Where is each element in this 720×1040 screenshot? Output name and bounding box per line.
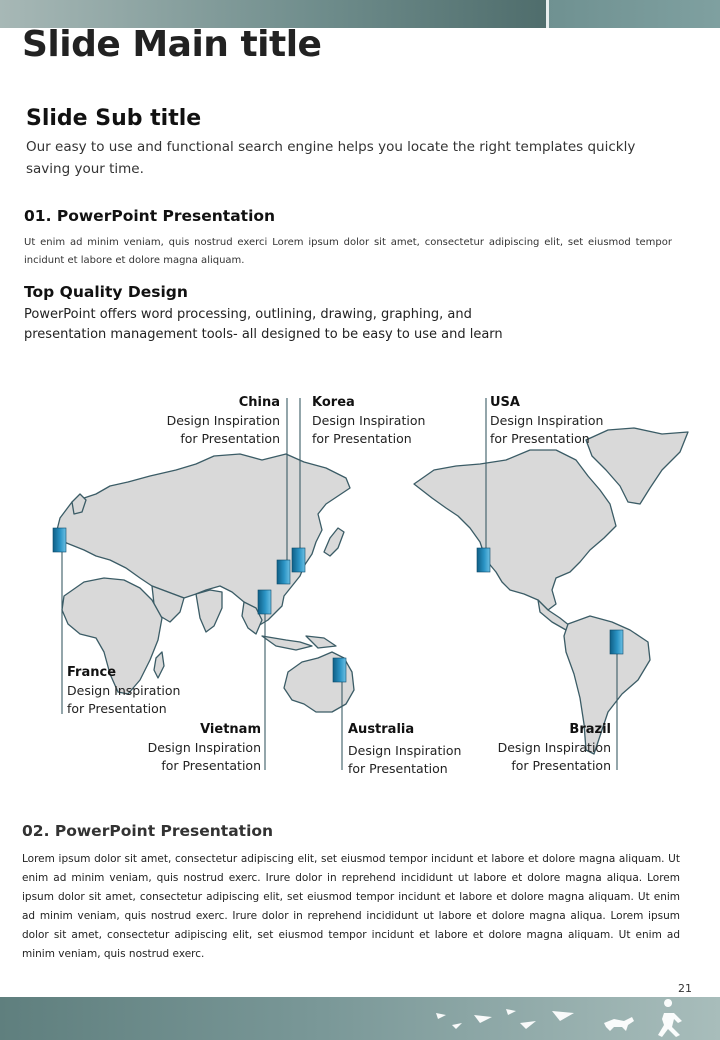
brazil-marker <box>610 630 623 654</box>
usa-marker <box>477 548 490 572</box>
paper-plane-icon <box>474 1015 492 1023</box>
location-line2: for Presentation <box>511 758 611 773</box>
location-label-korea <box>312 394 425 448</box>
location-name: China <box>238 395 280 410</box>
footer-decoration <box>0 997 720 1040</box>
top-quality-body <box>24 305 584 345</box>
location-line1: Design Inspiration <box>312 413 426 428</box>
section1-heading: 01. PowerPoint Presentation <box>24 207 276 225</box>
location-line1: Design Inspiration <box>67 683 181 698</box>
location-label-france <box>67 664 180 718</box>
paper-plane-icon <box>506 1009 516 1015</box>
india <box>196 590 222 632</box>
indonesia <box>262 636 312 650</box>
location-name: Australia <box>348 722 415 737</box>
china-marker <box>277 560 290 584</box>
location-name: USA <box>490 395 520 410</box>
location-line2: for Presentation <box>67 701 167 716</box>
location-line1: Design Inspiration <box>166 413 280 428</box>
section1-body: Ut enim ad minim veniam, quis nostrud exerci Lorem ipsum dolor sit amet, consectetur adipiscing elit, set eiusmod tempor incidunt et labore et dolore magna aliquam. <box>24 237 672 266</box>
running-dog-icon <box>604 1017 634 1031</box>
location-line2: for Presentation <box>312 431 412 446</box>
location-line1: Design Inspiration <box>147 740 261 755</box>
paper-plane-icon <box>520 1021 536 1029</box>
section2-heading: 02. PowerPoint Presentation <box>22 822 274 840</box>
location-label-china <box>167 394 280 448</box>
sub-title: Slide Sub title <box>26 106 202 131</box>
location-name: Korea <box>312 395 355 410</box>
location-name: Brazil <box>569 722 611 737</box>
paper-plane-icon <box>436 1013 446 1019</box>
running-person-icon <box>658 999 682 1037</box>
location-line2: for Presentation <box>348 761 448 776</box>
bottom-banner <box>0 997 720 1040</box>
paper-plane-icon <box>552 1011 574 1021</box>
sub-title-description: Our easy to use and functional search engine helps you locate the right templates quickly saving your time. <box>26 139 636 177</box>
france-marker <box>53 528 66 552</box>
location-line1: Design Inspiration <box>348 743 462 758</box>
location-line1: Design Inspiration <box>497 740 611 755</box>
japan <box>324 528 344 556</box>
location-line2: for Presentation <box>180 431 280 446</box>
location-label-usa <box>490 394 603 448</box>
top-quality-line-2: presentation management tools- all designed to be easy to use and learn <box>24 327 503 342</box>
location-line2: for Presentation <box>490 431 590 446</box>
top-quality-heading: Top Quality Design <box>24 283 188 301</box>
australia-marker <box>333 658 346 682</box>
location-label-australia <box>348 721 461 778</box>
location-line2: for Presentation <box>161 758 261 773</box>
paper-plane-icon <box>452 1023 462 1029</box>
section2-body: Lorem ipsum dolor sit amet, consectetur adipiscing elit, set eiusmod tempor incidunt et labore et dolore magna aliquam. Ut enim ad minim veniam, quis nostrud exerc. Irure dolor in reprehend incididunt ut labore et dolore magna aliqua. Lorem ipsum dolor sit amet, consectetur adipiscing elit, set eiusmod tempor incidunt et labore et dolore magna aliquam. Ut enim ad minim veniam, quis nostrud exerc. Irure dolor in reprehend incididunt ut labore et dolore magna aliqua. Lorem ipsum dolor sit amet, consectetur adipiscing elit, set eiusmod tempor incidunt et labore et dolore magna aliquam. Ut enim ad minim veniam, quis nostrud exerc. <box>22 853 680 960</box>
vietnam-marker <box>258 590 271 614</box>
korea-marker <box>292 548 305 572</box>
top-quality-line-1: PowerPoint offers word processing, outlining, drawing, graphing, and <box>24 307 472 322</box>
page-title: Slide Main title <box>22 24 322 65</box>
location-name: France <box>67 665 117 680</box>
north-america <box>414 450 616 610</box>
location-line1: Design Inspiration <box>490 413 604 428</box>
location-name: Vietnam <box>200 722 261 737</box>
page-number: 21 <box>678 982 692 995</box>
location-label-brazil <box>498 721 611 775</box>
location-label-vietnam <box>148 721 261 775</box>
banner-divider <box>546 0 549 28</box>
